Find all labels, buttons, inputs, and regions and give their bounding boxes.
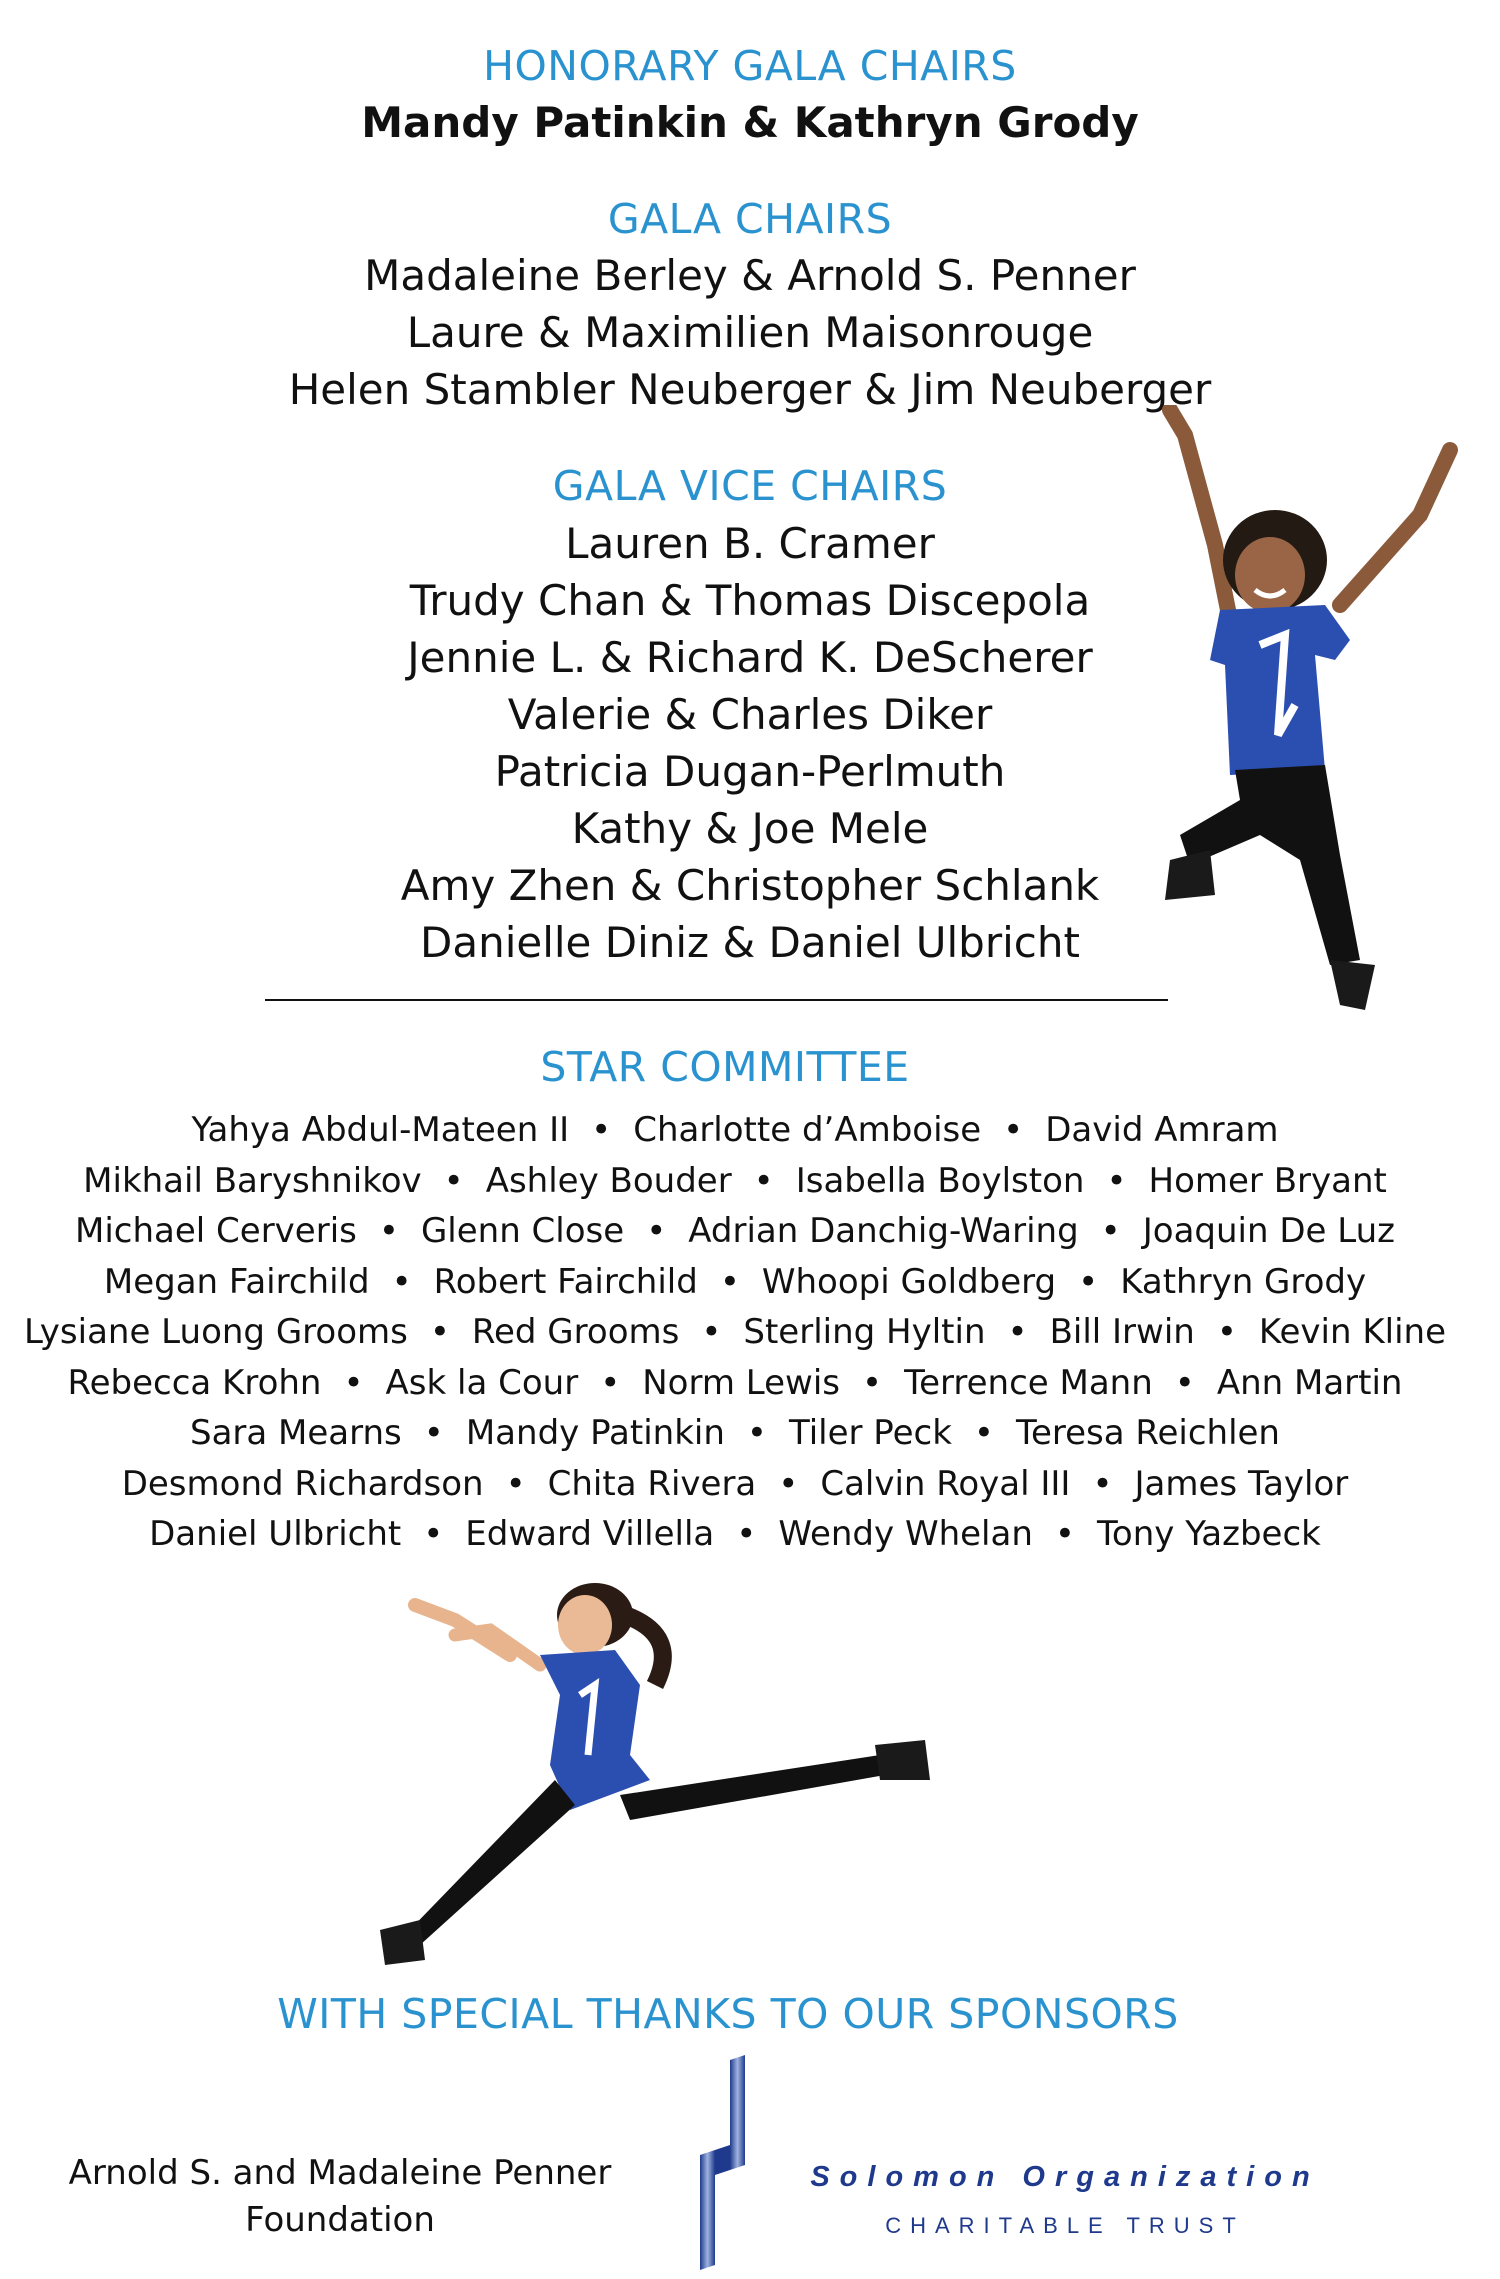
bullet-separator: • [701,1312,722,1352]
star-committee-line [0,1257,1485,1308]
star-committee-member: Ashley Bouder [485,1160,732,1201]
boy-face [1235,537,1305,613]
girl-shoe-right [875,1740,930,1780]
star-committee-list [0,1105,1485,1560]
star-committee-member: Ask la Cour [385,1362,579,1403]
solomon-organization-logo [670,2055,1390,2270]
boy-right-arm [1340,450,1450,605]
star-committee-member: Red Grooms [471,1312,680,1352]
boy-shoe-left [1165,850,1215,900]
bullet-separator: • [505,1463,526,1504]
bullet-separator: • [1007,1312,1028,1352]
bullet-separator: • [423,1413,444,1453]
star-committee-member: Mikhail Baryshnikov [83,1160,422,1201]
vice-chair-name: Amy Zhen & Christopher Schlank [400,861,1100,910]
star-committee-heading: STAR COMMITTEE [540,1043,910,1091]
star-committee-member: Bill Irwin [1049,1312,1195,1352]
star-committee-member: Michael Cerveris [75,1211,357,1251]
star-committee-member: Sterling Hyltin [743,1312,986,1352]
star-committee-member: Terrence Mann [904,1362,1153,1403]
star-committee-member: Rebecca Krohn [67,1362,322,1403]
star-committee-line [0,1156,1485,1207]
star-committee-member: James Taylor [1134,1463,1349,1504]
star-committee-member: Charlotte d’Amboise [633,1110,982,1150]
bullet-separator: • [862,1362,883,1403]
star-committee-member: David Amram [1045,1110,1279,1150]
chair-name: Helen Stambler Neuberger & Jim Neuberger [288,365,1212,414]
star-committee-line [0,1105,1485,1156]
bullet-separator: • [973,1413,994,1453]
star-committee-member: Wendy Whelan [778,1514,1033,1554]
star-committee-member: Mandy Patinkin [465,1413,725,1453]
star-committee-member: Ann Martin [1216,1362,1403,1403]
honorary-names: Mandy Patinkin & Kathryn Grody [361,98,1139,147]
star-committee-member: Kevin Kline [1258,1312,1447,1352]
bullet-separator: • [746,1413,767,1453]
dancer-boy-photo [1110,405,1490,1105]
vice-chair-name: Patricia Dugan-Perlmuth [494,747,1006,796]
star-committee-member: Yahya Abdul-Mateen II [191,1110,570,1150]
bullet-separator: • [1092,1463,1113,1504]
star-committee-member: Daniel Ulbricht [149,1514,402,1554]
star-committee-member: Tony Yazbeck [1096,1514,1321,1554]
girl-leg-left [400,1780,575,1945]
girl-leg-right [620,1755,885,1820]
vice-chair-name: Kathy & Joe Mele [571,804,929,853]
bullet-separator: • [600,1362,621,1403]
star-committee-member: Homer Bryant [1148,1160,1387,1201]
star-committee-member: Joaquin De Luz [1142,1211,1395,1251]
bullet-separator: • [1003,1110,1024,1150]
logo-bar-link [715,2145,730,2175]
star-committee-member: Norm Lewis [642,1362,841,1403]
logo-bar-top [730,2055,745,2170]
star-committee-line [0,1307,1485,1358]
logo-bar-bottom [700,2150,715,2270]
bullet-separator: • [778,1463,799,1504]
bullet-separator: • [429,1312,450,1352]
vice-chair-name: Valerie & Charles Diker [507,690,993,739]
chairs-heading: GALA CHAIRS [607,195,893,243]
logo-name: Solomon Organization [810,2161,1320,2193]
bullet-separator: • [443,1160,464,1201]
star-committee-line [0,1408,1485,1459]
girl-face [558,1595,612,1655]
star-committee-member: Desmond Richardson [121,1463,484,1504]
chair-name: Laure & Maximilien Maisonrouge [406,308,1094,357]
logo-subtitle: CHARITABLE TRUST [885,2213,1245,2238]
star-committee-member: Teresa Reichlen [1015,1413,1280,1453]
penner-foundation [60,2150,620,2244]
vice-chair-name: Lauren B. Cramer [565,519,935,568]
star-committee-member: Lysiane Luong Grooms [23,1312,408,1352]
star-committee-line [0,1459,1485,1510]
star-committee-member: Edward Villella [465,1514,715,1554]
star-committee-member: Chita Rivera [547,1463,757,1504]
chair-name: Madaleine Berley & Arnold S. Penner [364,251,1136,300]
section-divider [265,999,1168,1001]
girl-shoe-left [380,1920,425,1965]
dancer-girl-photo [380,1575,1060,1985]
bullet-separator: • [391,1261,412,1302]
star-committee-member: Tiler Peck [788,1413,952,1453]
bullet-separator: • [423,1514,444,1554]
star-committee-member: Calvin Royal III [820,1463,1071,1504]
star-committee-member: Whoopi Goldberg [761,1261,1057,1302]
star-committee-member: Sara Mearns [190,1413,402,1453]
bullet-separator: • [736,1514,757,1554]
star-committee-line [0,1206,1485,1257]
star-committee-member: Megan Fairchild [103,1261,370,1302]
boy-left-arm [1170,410,1230,620]
bullet-separator: • [591,1110,612,1150]
star-committee-line [0,1358,1485,1409]
boy-shoe-right [1330,960,1375,1010]
bullet-separator: • [1216,1312,1237,1352]
bullet-separator: • [646,1211,667,1251]
sponsors-heading: WITH SPECIAL THANKS TO OUR SPONSORS [277,1990,1179,2038]
bullet-separator: • [1100,1211,1121,1251]
star-committee-member: Isabella Boylston [795,1160,1085,1201]
chairs-list [0,247,1500,418]
bullet-separator: • [378,1211,399,1251]
vice-chair-name: Trudy Chan & Thomas Discepola [409,576,1091,625]
vice-chairs-heading: GALA VICE CHAIRS [552,462,948,510]
star-committee-member: Kathryn Grody [1120,1261,1367,1302]
bullet-separator: • [1174,1362,1195,1403]
star-committee-member: Adrian Danchig-Waring [688,1211,1079,1251]
foundation-line: Foundation [245,2200,435,2240]
vice-chair-name: Danielle Diniz & Daniel Ulbricht [420,918,1080,967]
star-committee-line [0,1509,1485,1560]
honorary-heading: HONORARY GALA CHAIRS [483,42,1017,90]
bullet-separator: • [1078,1261,1099,1302]
bullet-separator: • [753,1160,774,1201]
bullet-separator: • [343,1362,364,1403]
bullet-separator: • [1106,1160,1127,1201]
foundation-line: Arnold S. and Madaleine Penner [68,2153,612,2193]
bullet-separator: • [719,1261,740,1302]
star-committee-member: Robert Fairchild [433,1261,698,1302]
star-committee-member: Glenn Close [420,1211,625,1251]
vice-chair-name: Jennie L. & Richard K. DeScherer [407,633,1093,682]
bullet-separator: • [1054,1514,1075,1554]
